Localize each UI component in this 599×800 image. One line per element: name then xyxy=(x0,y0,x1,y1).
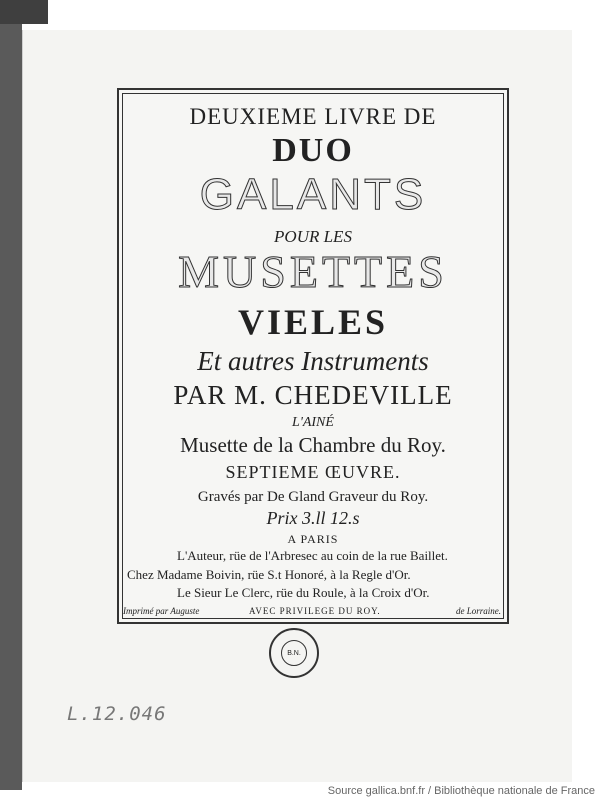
library-stamp xyxy=(269,628,319,678)
price: Prix 3.ll 12.s xyxy=(266,508,360,528)
title-line-pour-les: POUR LES xyxy=(274,227,352,246)
title-line-galants: GALANTS xyxy=(199,170,427,219)
engraver-credit: Gravés par De Gland Graveur du Roy. xyxy=(197,489,429,505)
printer-credit: Imprimé par Auguste xyxy=(123,606,200,616)
letterer-credit: de Lorraine. xyxy=(456,606,501,616)
title-page xyxy=(22,30,572,782)
opus-number: SEPTIEME ŒUVRE. xyxy=(225,462,401,482)
address-leclerc: Le Sieur Le Clerc, rüe du Roule, à la Croix d'Or. xyxy=(177,585,430,600)
composer-name: PAR M. CHEDEVILLE xyxy=(173,380,453,410)
place-paris: A PARIS xyxy=(287,532,339,546)
title-line-deuxieme-livre: DEUXIEME LIVRE DE xyxy=(189,104,437,129)
title-line-autres-instruments: Et autres Instruments xyxy=(197,346,429,376)
title-line-musettes: MUSETTES xyxy=(178,246,448,297)
composer-epithet: L'AINÉ xyxy=(292,415,334,430)
book-binding-edge xyxy=(0,0,22,790)
source-credit: Source gallica.bnf.fr / Bibliothèque nationale de France xyxy=(327,785,595,797)
title-line-vieles: VIELES xyxy=(237,302,389,342)
address-auteur: L'Auteur, rüe de l'Arbresec au coin de la rue Baillet. xyxy=(177,548,448,563)
binding-corner xyxy=(0,0,48,24)
stamp-monogram: B.N. xyxy=(281,640,307,666)
shelfmark: L.12.046 xyxy=(67,703,167,725)
title-line-duo: DUO xyxy=(272,132,354,169)
privilege-notice: AVEC PRIVILEGE DU ROY. xyxy=(249,606,381,616)
engraved-title-frame xyxy=(117,88,509,624)
composer-position: Musette de la Chambre du Roy. xyxy=(180,433,446,457)
address-boivin: Chez Madame Boivin, rüe S.t Honoré, à la Regle d'Or. xyxy=(127,567,411,582)
